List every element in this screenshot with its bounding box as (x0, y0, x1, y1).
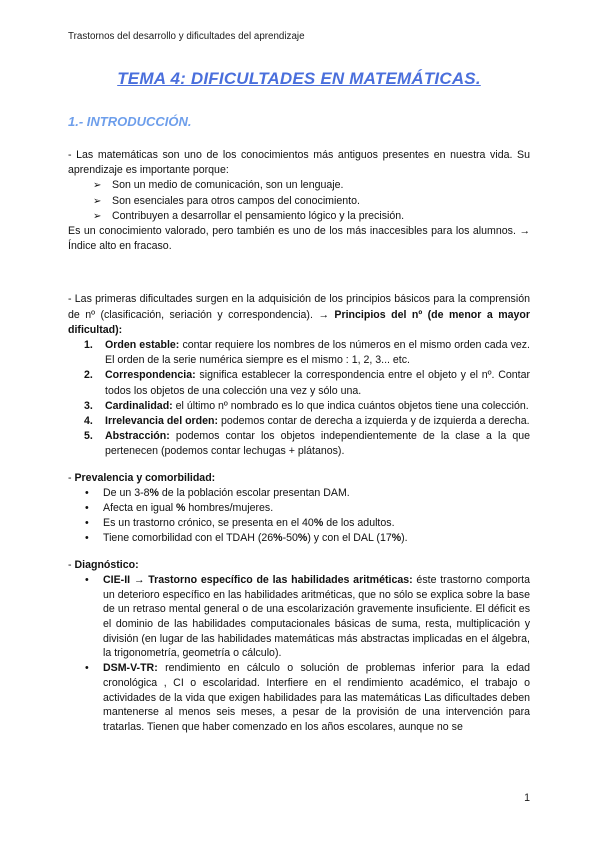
list-item (68, 178, 530, 193)
list-item (68, 209, 530, 224)
list-item-text: CIE-II → Trastorno específico de las habilidades aritméticas: éste trastorno comporta un deterioro específico en las habilidades aritméticas, que no sólo se explica sobre la base de un retraso mental general o de una escolarización gravemente insuficiente. El déficit es el dominio de las habilidades computacionales básicas de suma, resta, multiplicación y división (en lugar de las habilidades matemáticas más abstractas implicadas en el álgebra, la trigonometría, geometría o cálculo). (103, 573, 530, 660)
document-title: TEMA 4: DIFICULTADES EN MATEMÁTICAS. (117, 69, 481, 88)
principle-number: 1. (84, 339, 93, 352)
list-item (68, 501, 530, 516)
principle-item (68, 338, 530, 368)
principle-number: 3. (84, 399, 93, 412)
running-header: Trastornos del desarrollo y dificultades del aprendizaje (68, 31, 305, 42)
principle-item (68, 429, 530, 459)
list-item (68, 531, 530, 546)
importance-bullet-list (68, 178, 530, 224)
page-number: 1 (524, 792, 530, 804)
dot-bullet-icon: • (85, 532, 89, 545)
list-item-text: Contribuyen a desarrollar el pensamiento lógico y la precisión. (112, 209, 405, 222)
principle-text: Cardinalidad: el último nº nombrado es lo que indica cuántos objetos tiene una colección. (105, 399, 529, 412)
intro-lead-paragraph: - Las matemáticas son uno de los conocimientos más antiguos presentes en nuestra vida. Su aprendizaje es importante porque: (68, 149, 530, 177)
list-item-text: De un 3-8% de la población escolar presentan DAM. (103, 486, 350, 499)
dot-bullet-icon: • (85, 486, 89, 499)
list-item (68, 516, 530, 531)
list-item (68, 573, 530, 661)
principle-number: 4. (84, 415, 93, 428)
principle-number: 2. (84, 369, 93, 382)
principle-item (68, 414, 530, 429)
principle-text: Correspondencia: significa establecer la correspondencia entre el objeto y el nº. Contar todos los objetos de una colección una vez y sólo una. (105, 369, 530, 397)
principle-item (68, 399, 530, 414)
principles-lead-paragraph: - Las primeras dificultades surgen en la adquisición de los principios básicos para la comprensión de nº (clasificación, seriación y correspondencia). → Principios del nº (de menor a mayor dificultad): (68, 293, 530, 336)
intro-closing-paragraph: Es un conocimiento valorado, pero también es uno de los más inaccesibles para los alumnos. → Índice alto en fracaso. (68, 225, 530, 253)
prevalence-subheading: - Prevalencia y comorbilidad: (68, 471, 216, 484)
principles-numbered-list (68, 338, 530, 460)
dot-bullet-icon: • (85, 517, 89, 530)
dot-bullet-icon: • (85, 502, 89, 515)
list-item-text: Es un trastorno crónico, se presenta en el 40% de los adultos. (103, 517, 395, 530)
prevalence-bullet-list (68, 486, 530, 547)
list-item-text: Son un medio de comunicación, son un lenguaje. (112, 179, 344, 192)
list-item (68, 194, 530, 209)
dot-bullet-icon: • (85, 573, 89, 586)
list-item (68, 486, 530, 501)
diagnosis-bullet-list (68, 573, 530, 735)
principle-item (68, 368, 530, 398)
list-item-text: Afecta en igual % hombres/mujeres. (103, 502, 274, 515)
principle-text: Irrelevancia del orden: podemos contar de derecha a izquierda y de izquierda a derecha. (105, 415, 530, 428)
arrow-bullet-icon: ➢ (93, 195, 102, 207)
principle-text: Orden estable: contar requiere los nombres de los números en el mismo orden cada vez. El orden de la serie numérica siempre es el mismo : 1, 2, 3... etc. (105, 339, 530, 367)
section-heading-introduccion: 1.- INTRODUCCIÓN. (68, 114, 192, 129)
principle-number: 5. (84, 430, 93, 443)
dot-bullet-icon: • (85, 662, 89, 675)
list-item-text: DSM-V-TR: rendimiento en cálculo o solución de problemas inferior para la edad cronológica , CI o escolaridad. Interfiere en el rendimiento académico, el trabajo o actividades de la vida que exigen habilidades para las matemáticas Las dificultades deben mantenerse al menos seis meses, a pesar de la provisión de una intervención para tratarlas. Tienen que haber comenzado en los años escolares, aunque no se (103, 662, 530, 733)
list-item (68, 661, 530, 735)
arrow-bullet-icon: ➢ (93, 180, 102, 192)
list-item-text: Son esenciales para otros campos del conocimiento. (112, 194, 360, 207)
principle-text: Abstracción: podemos contar los objetos independientemente de la clase a la que pertenecen (podemos contar lechugas + plátanos). (105, 430, 530, 458)
diagnosis-subheading: - Diagnóstico: (68, 558, 139, 571)
arrow-bullet-icon: ➢ (93, 210, 102, 222)
list-item-text: Tiene comorbilidad con el TDAH (26%-50%) y con el DAL (17%). (103, 532, 408, 545)
